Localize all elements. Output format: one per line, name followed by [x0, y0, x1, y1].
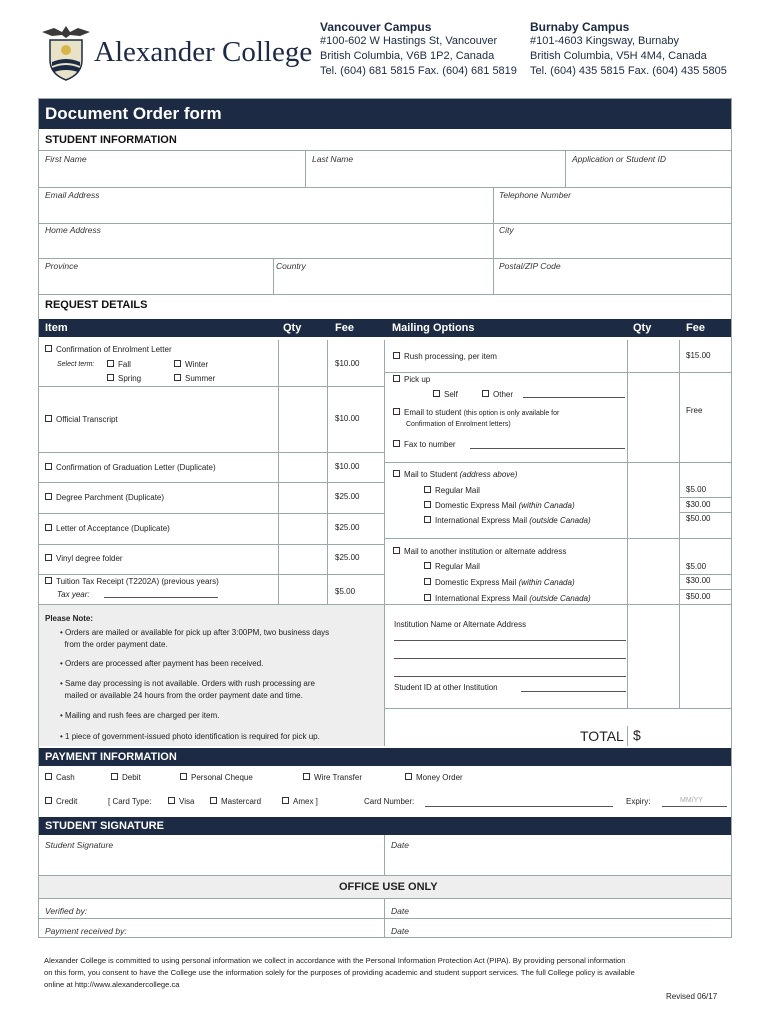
country-field[interactable]	[274, 271, 492, 293]
student-id-other-label: Student ID at other Institution	[394, 683, 498, 692]
card-number-label: Card Number:	[364, 797, 415, 806]
checkbox-icon[interactable]	[45, 493, 52, 500]
fax-field[interactable]	[470, 448, 625, 449]
postal-field[interactable]	[494, 271, 730, 293]
burnaby-line2: British Columbia, V5H 4M4, Canada	[530, 50, 707, 62]
col-qty2: Qty	[633, 322, 652, 334]
fee-domestic-2: $30.00	[686, 576, 711, 585]
signature-title: STUDENT SIGNATURE	[45, 820, 164, 832]
term-spring[interactable]: Spring	[107, 374, 141, 383]
graduation-item[interactable]: Confirmation of Graduation Letter (Duplicate)	[45, 463, 216, 472]
expiry-label: Expiry:	[626, 797, 651, 806]
privacy-text	[44, 955, 734, 991]
office-use-title: OFFICE USE ONLY	[339, 881, 438, 893]
card-visa[interactable]: Visa	[168, 797, 194, 806]
city-label: City	[499, 225, 514, 235]
signature-date-field[interactable]	[385, 852, 730, 874]
student-id-other-field[interactable]	[521, 691, 626, 692]
burnaby-line3: Tel. (604) 435 5815 Fax. (604) 435 5805	[530, 65, 727, 77]
institution-line-3[interactable]	[394, 676, 626, 677]
payment-bar	[39, 748, 731, 766]
checkbox-icon[interactable]	[405, 773, 412, 780]
signature-bar	[39, 817, 731, 835]
request-details-title: REQUEST DETAILS	[45, 299, 148, 311]
col-mailing: Mailing Options	[392, 322, 475, 334]
fee-regular: $5.00	[686, 485, 707, 494]
burnaby-campus	[530, 20, 727, 79]
first-name-field[interactable]	[40, 164, 304, 186]
app-id-field[interactable]	[566, 164, 730, 186]
fee-regular-2: $5.00	[686, 562, 707, 571]
checkbox-icon[interactable]	[174, 360, 181, 367]
card-mastercard[interactable]: Mastercard	[210, 797, 261, 806]
tax-fee: $5.00	[335, 587, 356, 596]
total-field[interactable]	[645, 726, 729, 746]
checkbox-icon[interactable]	[393, 375, 400, 382]
checkbox-icon[interactable]	[45, 797, 52, 804]
fax-option[interactable]: Fax to number	[393, 440, 456, 449]
expiry-field[interactable]	[662, 806, 727, 807]
pickup-self[interactable]: Self	[433, 390, 458, 399]
checkbox-icon[interactable]	[45, 773, 52, 780]
pickup-other-field[interactable]	[523, 397, 625, 398]
checkbox-icon[interactable]	[424, 578, 431, 585]
card-type-label: [ Card Type:	[108, 797, 152, 806]
province-field[interactable]	[40, 271, 272, 293]
note-3: • Same day processing is not available. Orders with rush processing are mailed or available 24 hours from the order payment date and time.	[60, 679, 315, 700]
pay-wire[interactable]: Wire Transfer	[303, 773, 362, 782]
pickup-option[interactable]: Pick up	[393, 375, 430, 384]
institution-line-1[interactable]	[394, 640, 626, 641]
domestic-mail-2[interactable]: Domestic Express Mail (within Canada)	[424, 578, 575, 587]
domestic-mail[interactable]: Domestic Express Mail (within Canada)	[424, 501, 575, 510]
fee-international-2: $50.00	[686, 592, 711, 601]
checkbox-icon[interactable]	[424, 594, 431, 601]
checkbox-icon[interactable]	[45, 345, 52, 352]
vancouver-title: Vancouver Campus	[320, 20, 432, 34]
acceptance-item[interactable]: Letter of Acceptance (Duplicate)	[45, 524, 170, 533]
col-fee2: Fee	[686, 322, 705, 334]
student-info-title: STUDENT INFORMATION	[45, 134, 177, 146]
card-number-field[interactable]	[425, 806, 613, 807]
checkbox-icon[interactable]	[433, 390, 440, 397]
email-label: Email Address	[45, 190, 100, 200]
phone-field[interactable]	[494, 200, 730, 222]
international-mail[interactable]: International Express Mail (outside Canada)	[424, 516, 591, 525]
checkbox-icon[interactable]	[210, 797, 217, 804]
note-5: • 1 piece of government-issued photo identification is required for pick up.	[60, 732, 320, 741]
free-label: Free	[686, 406, 703, 415]
note-1: • Orders are mailed or available for pick up after 3:00PM, two business days from the order payment date.	[60, 628, 330, 649]
email-note-2: Confirmation of Enrolment letters)	[406, 421, 511, 428]
privacy-line-1: Alexander College is committed to using personal information we collect in accordance with the Personal Information Protection Act (PIPA). By providing personal information	[44, 956, 626, 965]
graduation-fee: $10.00	[335, 462, 360, 471]
checkbox-icon[interactable]	[393, 352, 400, 359]
checkbox-icon[interactable]	[45, 463, 52, 470]
mail-student-option[interactable]: Mail to Student (address above)	[393, 470, 517, 479]
note-4: • Mailing and rush fees are charged per item.	[60, 711, 220, 720]
verified-label: Verified by:	[45, 906, 88, 916]
regular-mail-2[interactable]: Regular Mail	[424, 562, 480, 571]
postal-label: Postal/ZIP Code	[499, 261, 561, 271]
enrolment-fee: $10.00	[335, 359, 360, 368]
checkbox-icon[interactable]	[107, 374, 114, 381]
payment-title: PAYMENT INFORMATION	[45, 751, 177, 763]
rush-fee: $15.00	[686, 351, 711, 360]
pay-money-order[interactable]: Money Order	[405, 773, 463, 782]
checkbox-icon[interactable]	[393, 408, 400, 415]
privacy-line-2: on this form, you consent to have the College use the information solely for the purposes of providing academic and student support services. The full College policy is available	[44, 968, 635, 977]
checkbox-icon[interactable]	[282, 797, 289, 804]
vancouver-line2: British Columbia, V6B 1P2, Canada	[320, 50, 495, 62]
parchment-item[interactable]: Degree Parchment (Duplicate)	[45, 493, 164, 502]
burnaby-line1: #101-4603 Kingsway, Burnaby	[530, 35, 680, 47]
folder-fee: $25.00	[335, 553, 360, 562]
tax-item[interactable]: Tuition Tax Receipt (T2202A) (previous years)	[45, 577, 219, 586]
student-signature-label: Student Signature	[45, 840, 114, 850]
pay-cash[interactable]: Cash	[45, 773, 75, 782]
college-name: Alexander College	[94, 36, 313, 68]
checkbox-icon[interactable]	[393, 440, 400, 447]
total-dollar: $	[633, 727, 641, 743]
home-address-label: Home Address	[45, 225, 101, 235]
office-date-2: Date	[391, 926, 409, 936]
select-term-label: Select term:	[57, 361, 95, 368]
total-label: TOTAL	[580, 728, 624, 744]
institution-line-2[interactable]	[394, 658, 626, 659]
last-name-label: Last Name	[312, 154, 354, 164]
term-fall[interactable]: Fall	[107, 360, 131, 369]
home-address-field[interactable]	[40, 235, 492, 257]
college-logo	[40, 24, 92, 82]
country-label: Country	[276, 261, 306, 271]
col-fee: Fee	[335, 322, 354, 334]
checkbox-icon[interactable]	[45, 554, 52, 561]
vancouver-campus	[320, 20, 517, 79]
mail-other-option[interactable]: Mail to another institution or alternate address	[393, 547, 566, 556]
fee-international: $50.00	[686, 514, 711, 523]
expiry-placeholder: MM/YY	[680, 797, 703, 804]
folder-item[interactable]: Vinyl degree folder	[45, 554, 123, 563]
checkbox-icon[interactable]	[424, 562, 431, 569]
checkbox-icon[interactable]	[168, 797, 175, 804]
form-title: Document Order form	[45, 104, 222, 123]
email-option[interactable]: Email to student (this option is only available for	[393, 408, 559, 417]
vancouver-line1: #100-602 W Hastings St, Vancouver	[320, 35, 498, 47]
tax-year-label: Tax year:	[57, 590, 90, 599]
pay-cheque[interactable]: Personal Cheque	[180, 773, 253, 782]
checkbox-icon[interactable]	[393, 547, 400, 554]
email-field[interactable]	[40, 200, 492, 222]
app-id-label: Application or Student ID	[572, 154, 667, 164]
vancouver-line3: Tel. (604) 681 5815 Fax. (604) 681 5819	[320, 65, 517, 77]
checkbox-icon[interactable]	[111, 773, 118, 780]
request-header-bar	[39, 319, 731, 337]
checkbox-icon[interactable]	[424, 516, 431, 523]
acceptance-fee: $25.00	[335, 523, 360, 532]
term-summer[interactable]: Summer	[174, 374, 215, 383]
city-field[interactable]	[494, 235, 730, 257]
checkbox-icon[interactable]	[424, 501, 431, 508]
phone-label: Telephone Number	[499, 190, 571, 200]
office-date-1: Date	[391, 906, 409, 916]
regular-mail[interactable]: Regular Mail	[424, 486, 480, 495]
pay-debit[interactable]: Debit	[111, 773, 141, 782]
transcript-fee: $10.00	[335, 414, 360, 423]
rush-option[interactable]: Rush processing, per item	[393, 352, 497, 361]
revised-label: Revised 06/17	[666, 992, 718, 1001]
checkbox-icon[interactable]	[45, 524, 52, 531]
checkbox-icon[interactable]	[45, 415, 52, 422]
col-item: Item	[45, 322, 68, 334]
institution-label: Institution Name or Alternate Address	[394, 620, 527, 629]
last-name-field[interactable]	[306, 164, 564, 186]
checkbox-icon[interactable]	[174, 374, 181, 381]
enrolment-item[interactable]: Confirmation of Enrolment Letter	[45, 345, 172, 354]
card-amex[interactable]: Amex ]	[282, 797, 318, 806]
note-2: • Orders are processed after payment has been received.	[60, 659, 264, 668]
checkbox-icon[interactable]	[393, 470, 400, 477]
burnaby-title: Burnaby Campus	[530, 20, 630, 34]
province-label: Province	[45, 261, 79, 271]
checkbox-icon[interactable]	[303, 773, 310, 780]
crest-icon	[40, 24, 92, 82]
col-qty: Qty	[283, 322, 302, 334]
term-winter[interactable]: Winter	[174, 360, 208, 369]
checkbox-icon[interactable]	[107, 360, 114, 367]
pickup-other[interactable]: Other	[482, 390, 513, 399]
checkbox-icon[interactable]	[180, 773, 187, 780]
international-mail-2[interactable]: International Express Mail (outside Canada)	[424, 594, 591, 603]
form-title-bar	[39, 99, 731, 129]
checkbox-icon[interactable]	[424, 486, 431, 493]
parchment-fee: $25.00	[335, 492, 360, 501]
tax-year-field[interactable]	[104, 597, 218, 598]
pay-credit[interactable]: Credit	[45, 797, 77, 806]
note-title: Please Note:	[45, 614, 94, 623]
fee-domestic: $30.00	[686, 500, 711, 509]
checkbox-icon[interactable]	[45, 577, 52, 584]
transcript-item[interactable]: Official Transcript	[45, 415, 118, 424]
signature-date-label: Date	[391, 840, 409, 850]
student-signature-field[interactable]	[40, 852, 383, 874]
checkbox-icon[interactable]	[482, 390, 489, 397]
first-name-label: First Name	[45, 154, 87, 164]
privacy-line-3: online at http://www.alexandercollege.ca	[44, 980, 180, 989]
payment-received-label: Payment received by:	[45, 926, 127, 936]
